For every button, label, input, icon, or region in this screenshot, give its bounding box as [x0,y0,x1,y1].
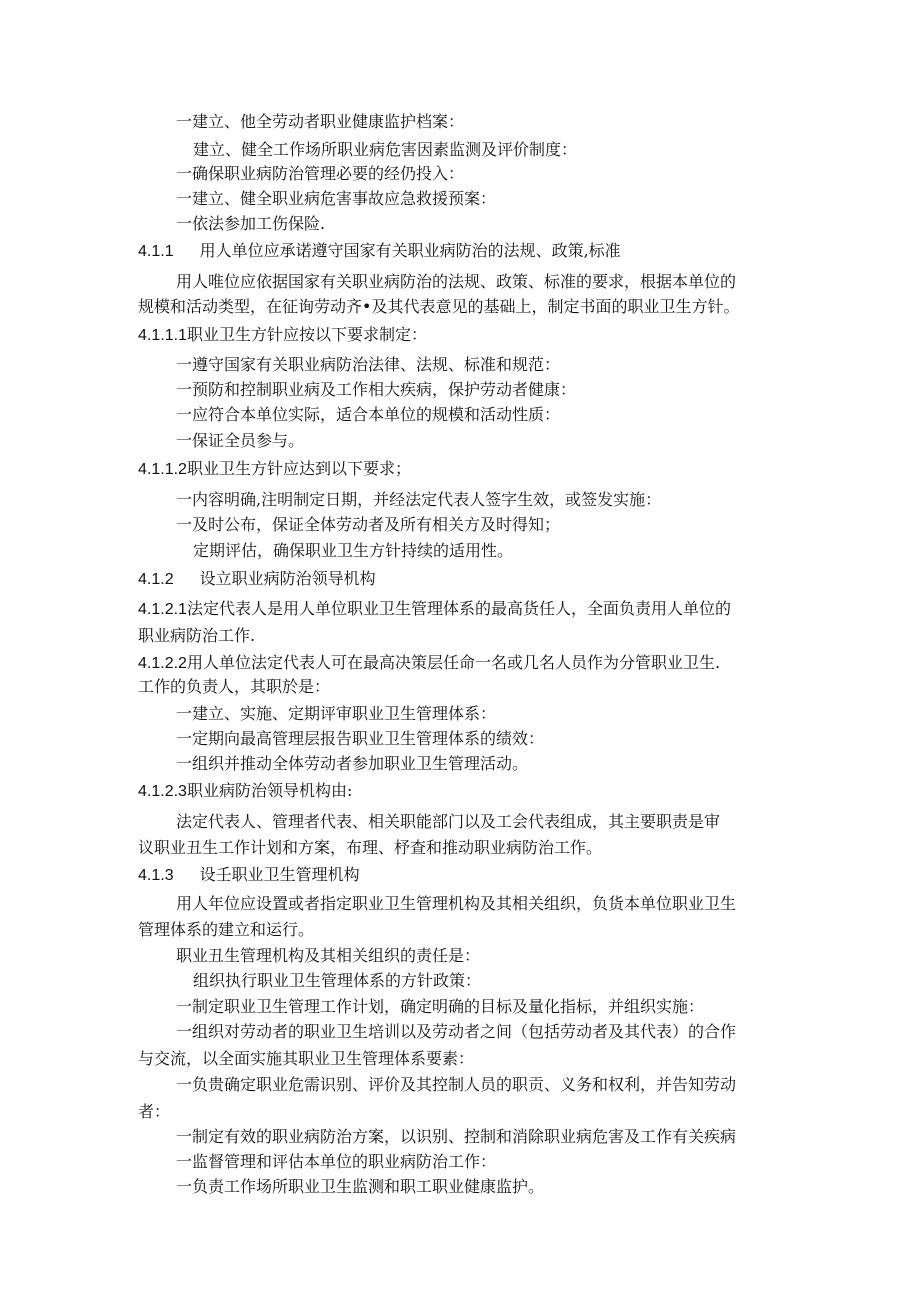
text-line: 一建立、实施、定期评审职业卫生管理体系： [176,704,497,723]
section-heading [138,865,360,886]
text-line: 一预防和控制职业病及工作相大疾病，保护劳动者健康： [176,380,577,399]
text-line: 一保证全员参与。 [176,431,305,450]
text-line: 一及时公布，保证全体劳动者及所有相关方及时得知； [176,515,561,534]
text-line: 一遵守国家有关职业病防治法律、法规、标准和规范： [176,355,561,374]
section-heading [138,569,376,590]
section-text: 职业卫生方针应达到以下要求； [186,459,411,478]
section-text: 用人单位应承诺遵守国家有关职业病防治的法规、政策,标准 [199,241,621,260]
text-line: 用人唯位应依据国家有关职业病防治的法规、政策、标准的要求，根据本单位的 [176,272,737,291]
section-number: 4.1.2.3 [138,783,187,800]
section-text: 设壬职业卫生管理机构 [199,865,360,884]
section-text: 设立职业病防治领导机构 [199,569,376,588]
text-line: 建立、健全工作场所职业病危害因素监测及评价制度： [193,140,578,159]
section-heading [138,653,720,674]
text-line: 法定代表人、管理者代表、相关职能部门以及工会代表组成，其主要职责是审 [176,812,721,831]
text-line: 一监督管理和评估本单位的职业病防治工作： [176,1152,497,1171]
section-text: 职业卫生方针应按以下要求制定： [186,325,427,344]
section-number: 4.1.2 [138,571,174,588]
text-line: 一制定职业卫生管理工作计划，确定明确的目标及量化指标，并组织实施： [176,997,705,1016]
section-heading [138,325,427,346]
section-heading [138,459,411,480]
text-line: 一组织对劳动者的职业卫生培训以及劳动者之间（包括劳动者及其代表）的合作 [176,1022,737,1041]
text-line: 一建立、健全职业病危害事故应急救援预案： [176,189,497,208]
text-line: 用人年位应设置或者指定职业卫生管理机构及其相关组织，负货本单位职业卫生 [176,894,737,913]
text-line: 一建立、他全劳动者职业健康监护档案： [176,112,465,131]
section-heading [138,781,352,802]
text-line: 一制定有效的职业病防治方案，以识别、控制和消除职业病危害及工作有关疾病 [176,1127,737,1146]
section-number: 4.1.1 [138,243,174,260]
section-heading [138,241,621,262]
text-line: 一内容明确,注明制定日期，并经法定代表人签字生效，或签发实施： [176,490,662,509]
section-number: 4.1.2.1 [138,601,187,618]
text-line: 管理体系的建立和运行。 [138,920,315,939]
text-line: 职业丑生管理机构及其相关组织的责任是： [176,946,481,965]
text-line: 定期评估，确保职业卫生方针持续的适用性。 [193,541,514,560]
text-line: 者： [138,1102,171,1121]
section-number: 4.1.1.1 [138,327,187,344]
section-text: 职业病防治领导机构由: [186,781,353,800]
section-text: 法定代表人是用人单位职业卫生管理体系的最高货任人，全面负责用人单位的 [186,599,731,618]
text-line: 一负贵确定职业危需识别、评价及其控制人员的职贡、义务和权利，并告知劳动 [176,1075,737,1094]
text-line: 一组织并推动全体劳动者参加职业卫生管理活动。 [176,754,529,773]
text-line: 一定期向最高管理层报告职业卫生管理体系的绩效： [176,729,545,748]
section-number: 4.1.1.2 [138,461,187,478]
text-line: 工作的负责人，其职於是： [138,677,331,696]
text-line: 一依法参加工伤保险. [176,214,326,233]
text-line: 一确保职业病防治管理必要的经仍投入： [176,164,465,183]
text-line: 组织执行职业卫生管理体系的方针政策： [193,971,482,990]
section-text: 用人单位法定代表人可在最高决策层任命一名或几名人员作为分管职业卫生. [186,653,721,672]
section-number: 4.1.2.2 [138,655,187,672]
text-line: 职业病防治工作. [138,626,256,645]
section-heading [138,599,731,620]
text-line: 一负责工作场所职业卫生监测和职工职业健康监护。 [176,1177,545,1196]
text-line: 一应符合本单位实际，适合本单位的规模和活动性质： [176,405,561,424]
section-number: 4.1.3 [138,867,174,884]
text-line: 与交流，以全面实施其职业卫生管理体系要素： [138,1049,475,1068]
text-line: 规模和活动类型，在征询劳动齐•及其代表意见的基础上，制定书面的职业卫生方针。 [138,297,740,316]
text-line: 议职业丑生工作计划和方案，布理、杼查和推动职业病防治工作。 [138,838,603,857]
